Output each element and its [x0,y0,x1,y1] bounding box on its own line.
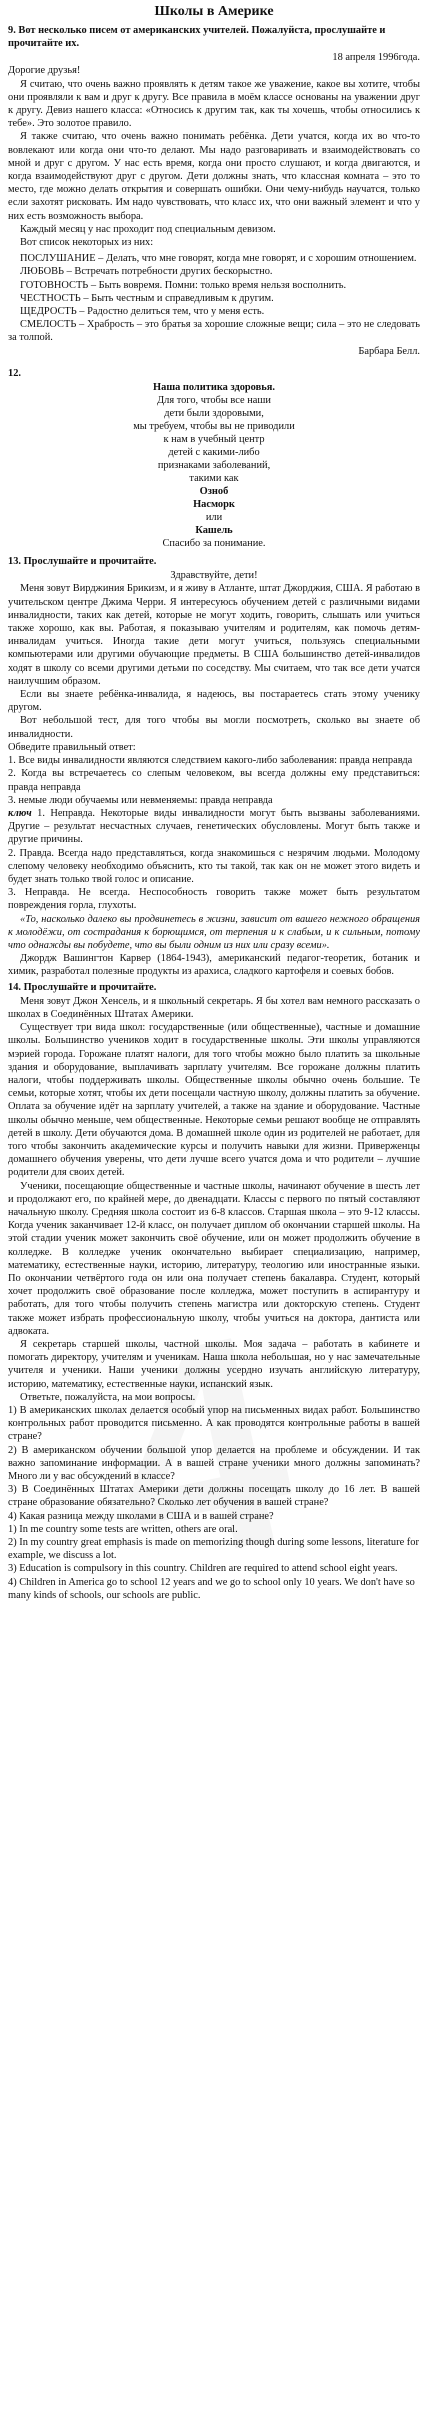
letter-paragraph: Я считаю, что очень важно проявлять к детям такое же уважение, какое вы хотите, чтобы они проявляли к вам и друг к другу. Все правила в моём классе основаны на уважении друг к другу. Девиз нашего класса: «Относись к другим так, как ты хочешь, чтобы относились к тебе». Это золотое правило. [8,78,420,130]
text-paragraph: Существует три вида школ: государственные (или общественные), частные и домашние школы. Большинство учеников ходит в государственные школы. Эти школы управляются мэрией города. Горожане платят налоги, для того чтобы можно было платить за школьные здания и оборудование, выплачивать зарплату учителям. Все горожане должны платить налоги, чтобы поддерживать школы. Общественные школы обычно очень большие. Те семьи, которые хотят, чтобы их дети посещали частную школу, должны платить за обучение. Оплата за обучение идёт на зарплату учителей, а также на здание и оборудование. Частные школы обычно меньше, чем общественные. Некоторые семьи решают вообще не отправлять детей в школу. Дети обучаются дома. В домашней школе один из родителей не работает, для того чтобы закончить академические курсы и получить навыки для жизни. Приверженцы домашнего обучения уверены, что дети лучше всего учатся дома и что родители – лучшие родители для своих детей. [8,1022,420,1179]
task-14-heading: 14. Прослушайте и прочитайте. [8,981,157,993]
poem-symptom: Насморк [193,499,235,511]
letter-paragraph: Каждый месяц у нас проходит под специальным девизом. [20,223,276,235]
quiz-question: 2. Когда вы встречаетесь со слепым человеком, вы всегда должны ему представиться: правда неправда [8,768,420,793]
letter-date: 18 апреля 1996года. [332,52,420,64]
poem-line: детей с какими-либо [168,447,260,459]
text-paragraph: Ответьте, пожалуйста, на мои вопросы. [20,1391,196,1403]
poem-title: Наша политика здоровья. [153,382,275,394]
poem-line: Для того, чтобы все наши [157,395,271,407]
question-item: 4) Какая разница между школами в США и в вашей стране? [8,1510,274,1522]
motto-item: ПОСЛУШАНИЕ – Делать, что мне говорят, когда мне говорят, и с хорошим отношением. [20,253,417,265]
motto-item: ЛЮБОВЬ – Встречать потребности других бескорыстно. [20,266,273,278]
quiz-question: 1. Все виды инвалидности являются следствием какого-либо заболевания: правда неправда [8,755,413,767]
answer-item: 4) Children in America go to school 12 years and we go to school only 10 years. We don't have so many kinds of schools, our schools are public. [8,1576,415,1601]
answer-item: 3) Education is compulsory in this country. Children are required to attend school eight years. [8,1563,398,1575]
motto-item: ЩЕДРОСТЬ – Радостно делиться тем, что у меня есть. [20,306,265,318]
motto-item: ЧЕСТНОСТЬ – Быть честным и справедливым к другим. [20,292,274,304]
poem-symptom: Кашель [195,525,233,537]
poem-symptom: Озноб [199,486,229,498]
text-paragraph: Ученики, посещающие общественные и частные школы, начинают обучение в шесть лет и продолжают его, по крайней мере, до двенадцати. Классы с первого по пятый составляют начальную школу. Средняя школа состоит из 6-8 классов. Старшая школа – это 9-12 классы. Когда ученик заканчивает 12-й класс, он получает диплом об окончании старшей школы. На этой стадии ученик может закончить своё обучение, или он может продолжить обучение в колледже. В колледже ученик окончательно выбирает специализацию, например, математику, естественные науки, историю, литературу, теологию или иностранные языки. По окончании четвёртого года он или она получает степень бакалавра. Студент, который хочет продолжить своё образование после колледжа, может поступить в аспирантуру и работать, для того чтобы получить степень магистра или докторскую степень. Студент также может избрать профессиональную школу, чтобы учиться на доктора, дантиста или адвоката. [8,1180,420,1337]
poem-line: к нам в учебный центр [163,434,265,446]
letter-greeting: Дорогие друзья! [8,65,81,77]
answer-item: 1) In me country some tests are written, others are oral. [8,1523,238,1535]
motto-item: СМЕЛОСТЬ – Храбрость – это братья за хорошие сложные вещи; сила – это не следовать за толпой. [8,319,420,344]
key-answer: 1. Неправда. Некоторые виды инвалидности могут быть вызваны заболеваниями. Другие – результат несчастных случаев, генетических обусловлены. Могут быть также и другие причины. [8,807,420,846]
letter-paragraph: Я также считаю, что очень важно понимать ребёнка. Дети учатся, когда их во что-то вовлекают или когда они что-то делают. Мы надо разговаривать и взаимодействовать со мной и друг с другом. У нас есть время, когда они просто слушают, и когда двигаются, и когда взаимодействуют друг с другом. Дети должны знать, что классная комната – это то место, где можно делать открытия и совершать ошибки. Они чему-нибудь научатся, только если захотят рисковать. Им надо чувствовать, что класс их, что они важный элемент и что у них есть возможность выбора. [8,131,420,222]
key-answer: 2. Правда. Всегда надо представляться, когда знакомишься с незрячим людьми. Молодому слепому человеку необходимо объяснить, кто ты такой, так как он не может этого видеть и будет знать только твой голос и описание. [8,847,420,885]
letter-greeting: Здравствуйте, дети! [170,570,258,582]
question-item: 3) В Соединённых Штатах Америки дети должны посещать школу до 16 лет. В вашей стране образование обязательно? Сколько лет обучения в вашей стране? [8,1484,420,1509]
letter-paragraph: Меня зовут Вирджиния Брикизм, и я живу в Атланте, штат Джорджия, США. Я работаю в учительском центре Джима Черри. Я интересуюсь обучением детей с различными видами инвалидности, таких как детей, которые не могут ходить, говорить, слышать или учиться также хорошо, как вы. Работая, я показываю учителям и родителям, как помочь детям-инвалидам учиться. Иногда такие дети могут учиться, пользуясь специальными компьютерами или другими обучающие предметы. В США большинство детей-инвалидов ходят в школу со всеми другими детьми по соседству. Мы считаем, что так все дети учатся наилучшим образом. [8,583,420,687]
quiz-heading: Обведите правильный ответ: [8,741,136,753]
text-paragraph: Меня зовут Джон Хенсель, и я школьный секретарь. Я бы хотел вам немного рассказать о школах в Соединённых Штатах Америки. [8,995,420,1020]
question-item: 1) В американских школах делается особый упор на письменных видах работ. Большинство контрольных работ проводится письменно. А как проводятся контрольные работы в вашей стране? [8,1405,420,1443]
health-policy-poem [8,381,420,550]
task-9-heading: 9. Вот несколько писем от американских учителей. Пожалуйста, прослушайте и прочитайте их. [8,24,386,49]
question-item: 2) В американском обучении большой упор делается на проблеме и обсуждении. И так важно запоминание информации. А в вашей стране ученики много должны запоминать? Много ли у вас обсуждений в классе? [8,1444,420,1483]
page-title: Школы в Америке [154,4,274,19]
letter-paragraph: Вот небольшой тест, для того чтобы вы могли посмотреть, сколько вы знаете об инвалидности. [8,715,420,740]
poem-line: дети были здоровыми, [164,408,264,420]
task-12-heading: 12. [8,367,21,379]
poem-line: признаками заболеваний, [157,460,271,472]
letter-paragraph: Если вы знаете ребёнка-инвалида, я надеюсь, вы постараетесь стать этому ученику другом. [8,689,420,714]
poem-line: Спасибо за понимание. [162,538,266,550]
quiz-question: 3. немые люди обучаемы или невменяемы: правда неправда [8,794,273,806]
key-label: ключ [8,807,32,819]
answer-list [8,1523,420,1602]
letter-paragraph: Вот список некоторых из них: [20,237,154,249]
key-answer: 3. Неправда. Не всегда. Неспособность говорить также может быть результатом повреждения горла, глухоты. [8,887,420,912]
poem-line: или [205,512,223,524]
poem-line: мы требуем, чтобы вы не приводили [133,421,295,433]
task-13-heading: 13. Прослушайте и прочитайте. [8,556,157,568]
poem-line: такими как [189,473,239,485]
motto-item: ГОТОВНОСТЬ – Быть вовремя. Помни: только время нельзя восполнить. [20,279,347,291]
carver-bio: Джордж Вашингтон Карвер (1864-1943), американский педагог-теоретик, ботаник и химик, разработал полезные продукты из арахиса, сладкого картофеля и соевых бобов. [8,953,420,978]
text-paragraph: Я секретарь старшей школы, частной школы. Моя задача – работать в кабинете и помогать директору, учителям и ученикам. Наша школа небольшая, но у нас замечательные учителя и ученики. Наши ученики должны усердно изучать английскую литературу, историю, математику, естественные науки, испанский язык. [8,1339,420,1390]
answer-item: 2) In my country great emphasis is made on memorizing though during some lessons, literature for example, we discuss a lot. [8,1537,419,1562]
letter-signature: Барбара Белл. [358,345,420,357]
carver-quote: «То, насколько далеко вы продвинетесь в жизни, зависит от вашего нежного обращения к молодёжи, от сострадания к борющимся, от терпения и к слабым, и к сильным, потому что однажды вы побудете, что вы были одним из них или сразу всеми». [8,913,420,951]
